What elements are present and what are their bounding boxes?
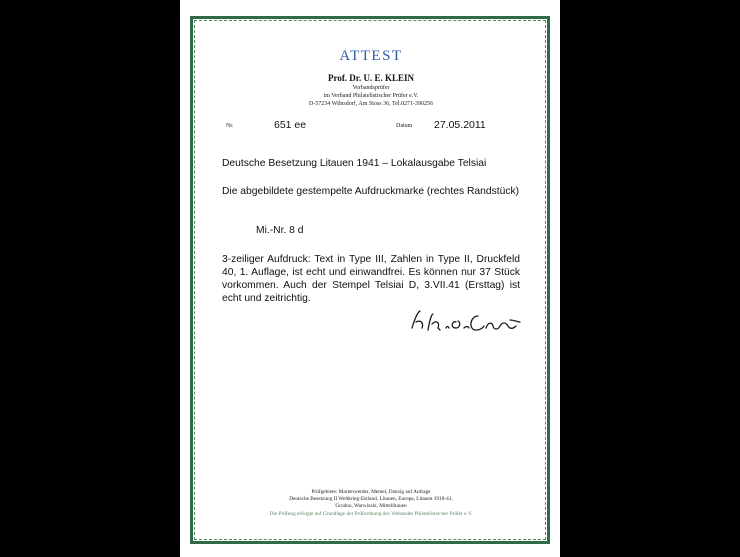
date-value: 27.05.2011 — [434, 119, 486, 131]
stamp-description: Die abgebildete gestempelte Aufdruckmarke (rechtes Randstück) — [222, 186, 520, 197]
footer-note: Die Prüfung erfolgte auf Grundlage der Prüfordnung des Verbandes Philatelistischer Prüfer e.V. — [269, 511, 473, 517]
catalogue-number: Mi.-Nr. 8 d — [256, 225, 304, 236]
footer-scope: Prüfgebiete: Marienwerder, Memel, Danzig auf Anfrage — [311, 489, 431, 495]
signature-image — [406, 308, 526, 334]
certificate-title: ATTEST — [339, 48, 403, 64]
certificate-sheet — [180, 0, 560, 557]
footer-areas-cont: Grodno, Warwiszki, Mittellitauen — [335, 503, 407, 509]
date-label: Datum — [396, 123, 413, 129]
examiner-address: D-57234 Wilnsdorf, Am Stoss 36, Tel.0271-390256 — [308, 101, 434, 107]
examiner-association: im Verband Philatelistischer Prüfer e.V. — [323, 93, 419, 99]
examiner-role: Verbandsprüfer — [352, 85, 390, 91]
nr-label: Nr. — [226, 123, 234, 129]
footer-areas: Deutsche Besetzung II Weltkrieg-Estland, Litauen, Europa, Litauen 1918-41, — [289, 496, 453, 502]
examiner-name: Prof. Dr. U. E. KLEIN — [327, 73, 414, 83]
nr-value: 651 ee — [274, 119, 307, 131]
examination-result: 3-zeiliger Aufdruck: Text in Type III, Zahlen in Type II, Druckfeld 40, 1. Auflage, ist echt und einwandfrei. Es können nur 37 Stück vorkommen. Auch der Stempel Telsiai D, 3.VII.41 (Ersttag) ist echt und zeitrichtig. — [222, 254, 520, 304]
issue-description: Deutsche Besetzung Litauen 1941 – Lokalausgabe Telsiai — [222, 158, 487, 169]
